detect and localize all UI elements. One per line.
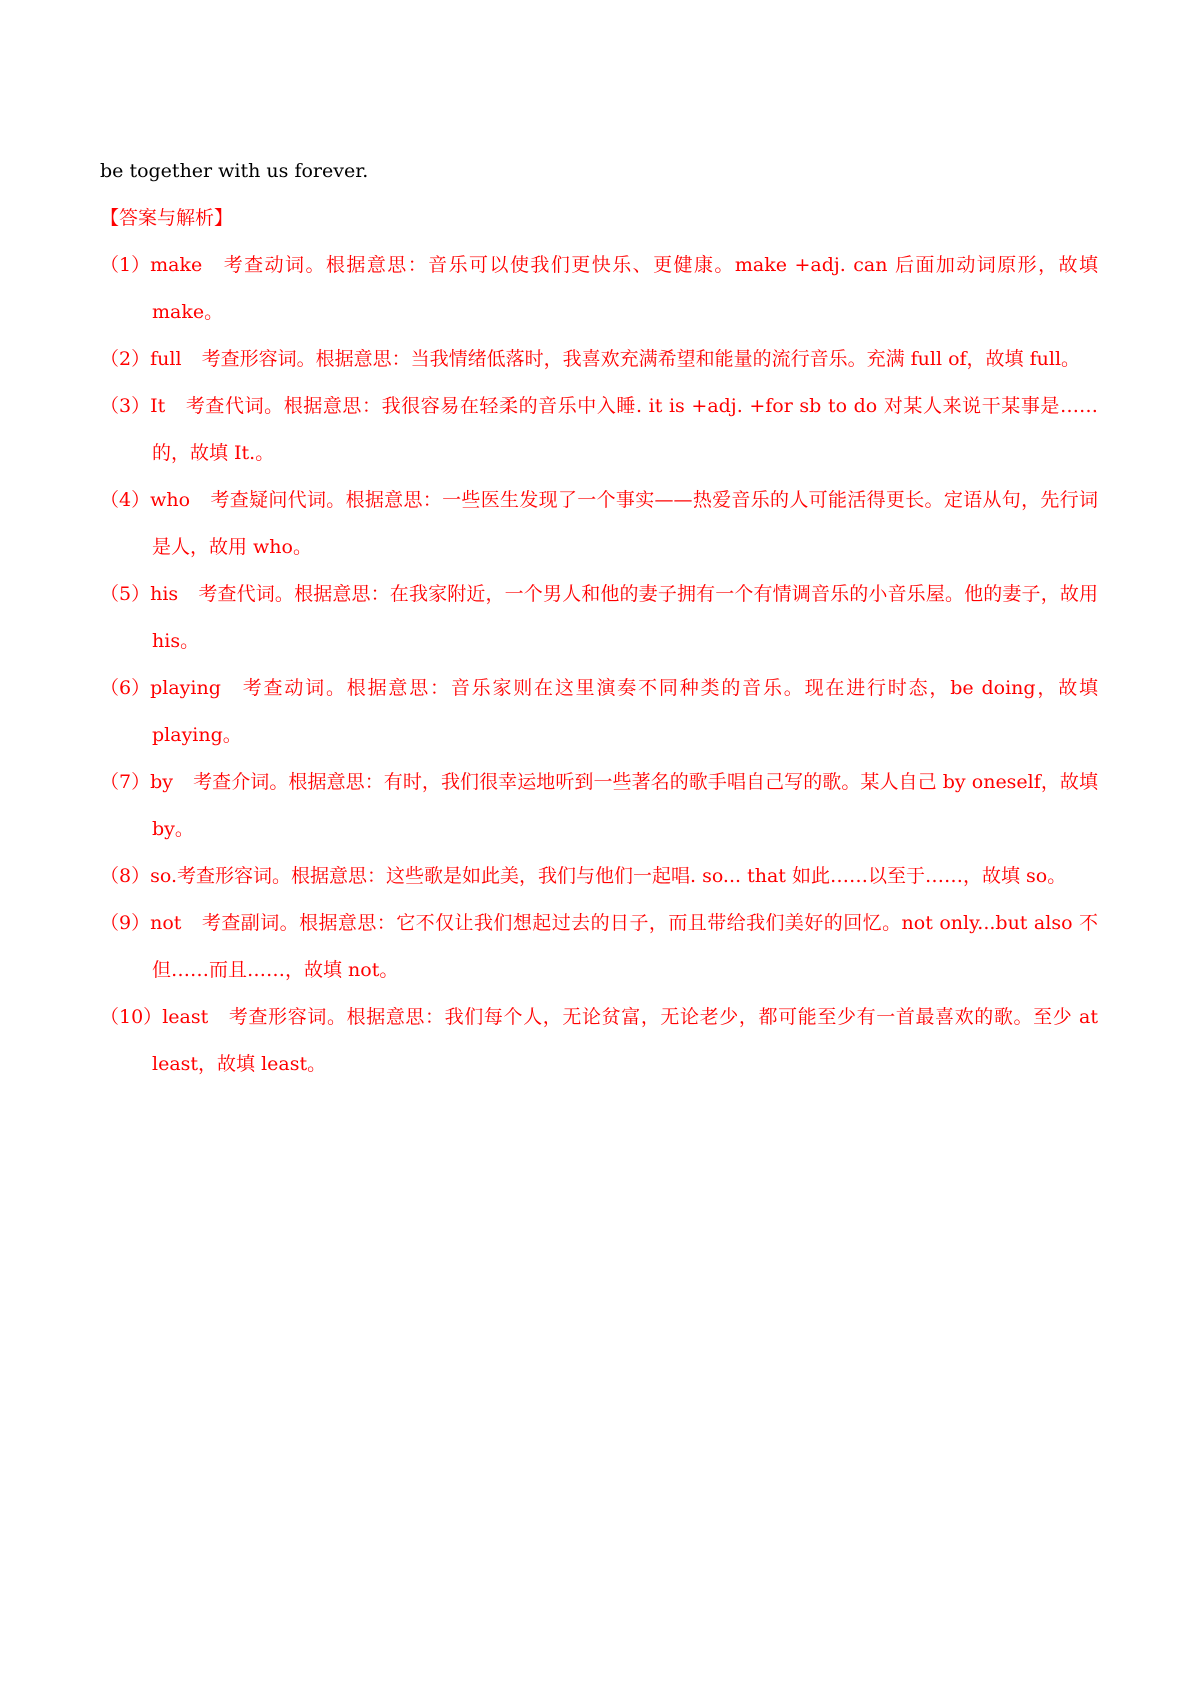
answer-explanation: 考查动词。根据意思：音乐可以使我们更快乐、更健康。make +adj. can 后面加动词原形，故填 make。 [152,254,1098,323]
answer-item-10 [100,994,1098,1088]
intro-text: be together with us forever. [100,160,369,182]
answer-item-1 [100,242,1098,336]
item-number: （9） [100,912,151,934]
answer-explanation: 考查代词。根据意思：在我家附近，一个男人和他的妻子拥有一个有情调音乐的小音乐屋。他的妻子，故用 his。 [152,583,1098,652]
answer-item-9 [100,900,1098,994]
answer-item-3 [100,383,1098,477]
answer-explanation: 考查疑问代词。根据意思：一些医生发现了一个事实——热爱音乐的人可能活得更长。定语从句，先行词是人，故用 who。 [152,489,1098,558]
answer-word: who [150,489,191,511]
answer-item-2 [100,336,1098,383]
item-number: （2） [100,348,151,370]
answer-explanation: 考查代词。根据意思：我很容易在轻柔的音乐中入睡. it is +adj. +for sb to do 对某人来说干某事是……的，故填 It.。 [152,395,1098,464]
answer-explanation: 考查动词。根据意思：音乐家则在这里演奏不同种类的音乐。现在进行时态，be doing，故填 playing。 [152,677,1098,746]
answer-word: least [162,1006,209,1028]
answer-word: not [150,912,182,934]
item-number: （7） [100,771,151,793]
answer-item-6 [100,665,1098,759]
answer-word: make [150,254,203,276]
answer-explanation: 考查形容词。根据意思：我们每个人，无论贫富，无论老少，都可能至少有一首最喜欢的歌。至少 at least，故填 least。 [152,1006,1098,1075]
answer-explanation: 考查介词。根据意思：有时，我们很幸运地听到一些著名的歌手唱自己写的歌。某人自己 by oneself，故填 by。 [152,771,1098,840]
answer-explanation: 考查副词。根据意思：它不仅让我们想起过去的日子，而且带给我们美好的回忆。not only...but also 不但……而且……，故填 not。 [152,912,1098,981]
item-number: （4） [100,489,151,511]
item-number: （10） [100,1006,163,1028]
answer-explanation: 考查形容词。根据意思：这些歌是如此美，我们与他们一起唱. so... that 如此……以至于……，故填 so。 [177,865,1067,887]
item-number: （6） [100,677,151,699]
item-number: （8） [100,865,151,887]
answer-word: It [150,395,166,417]
section-title: 【答案与解析】 [100,207,234,229]
item-number: （5） [100,583,151,605]
answer-word: so. [150,865,177,887]
answer-word: his [150,583,179,605]
item-number: （1） [100,254,151,276]
answer-explanation: 考查形容词。根据意思：当我情绪低落时，我喜欢充满希望和能量的流行音乐。充满 full of，故填 full。 [201,348,1081,370]
answer-item-8 [100,853,1098,900]
answer-item-7 [100,759,1098,853]
answer-word: playing [150,677,221,699]
answer-word: by [150,771,173,793]
answer-item-4 [100,477,1098,571]
item-number: （3） [100,395,151,417]
answer-item-5 [100,571,1098,665]
answer-word: full [150,348,182,370]
